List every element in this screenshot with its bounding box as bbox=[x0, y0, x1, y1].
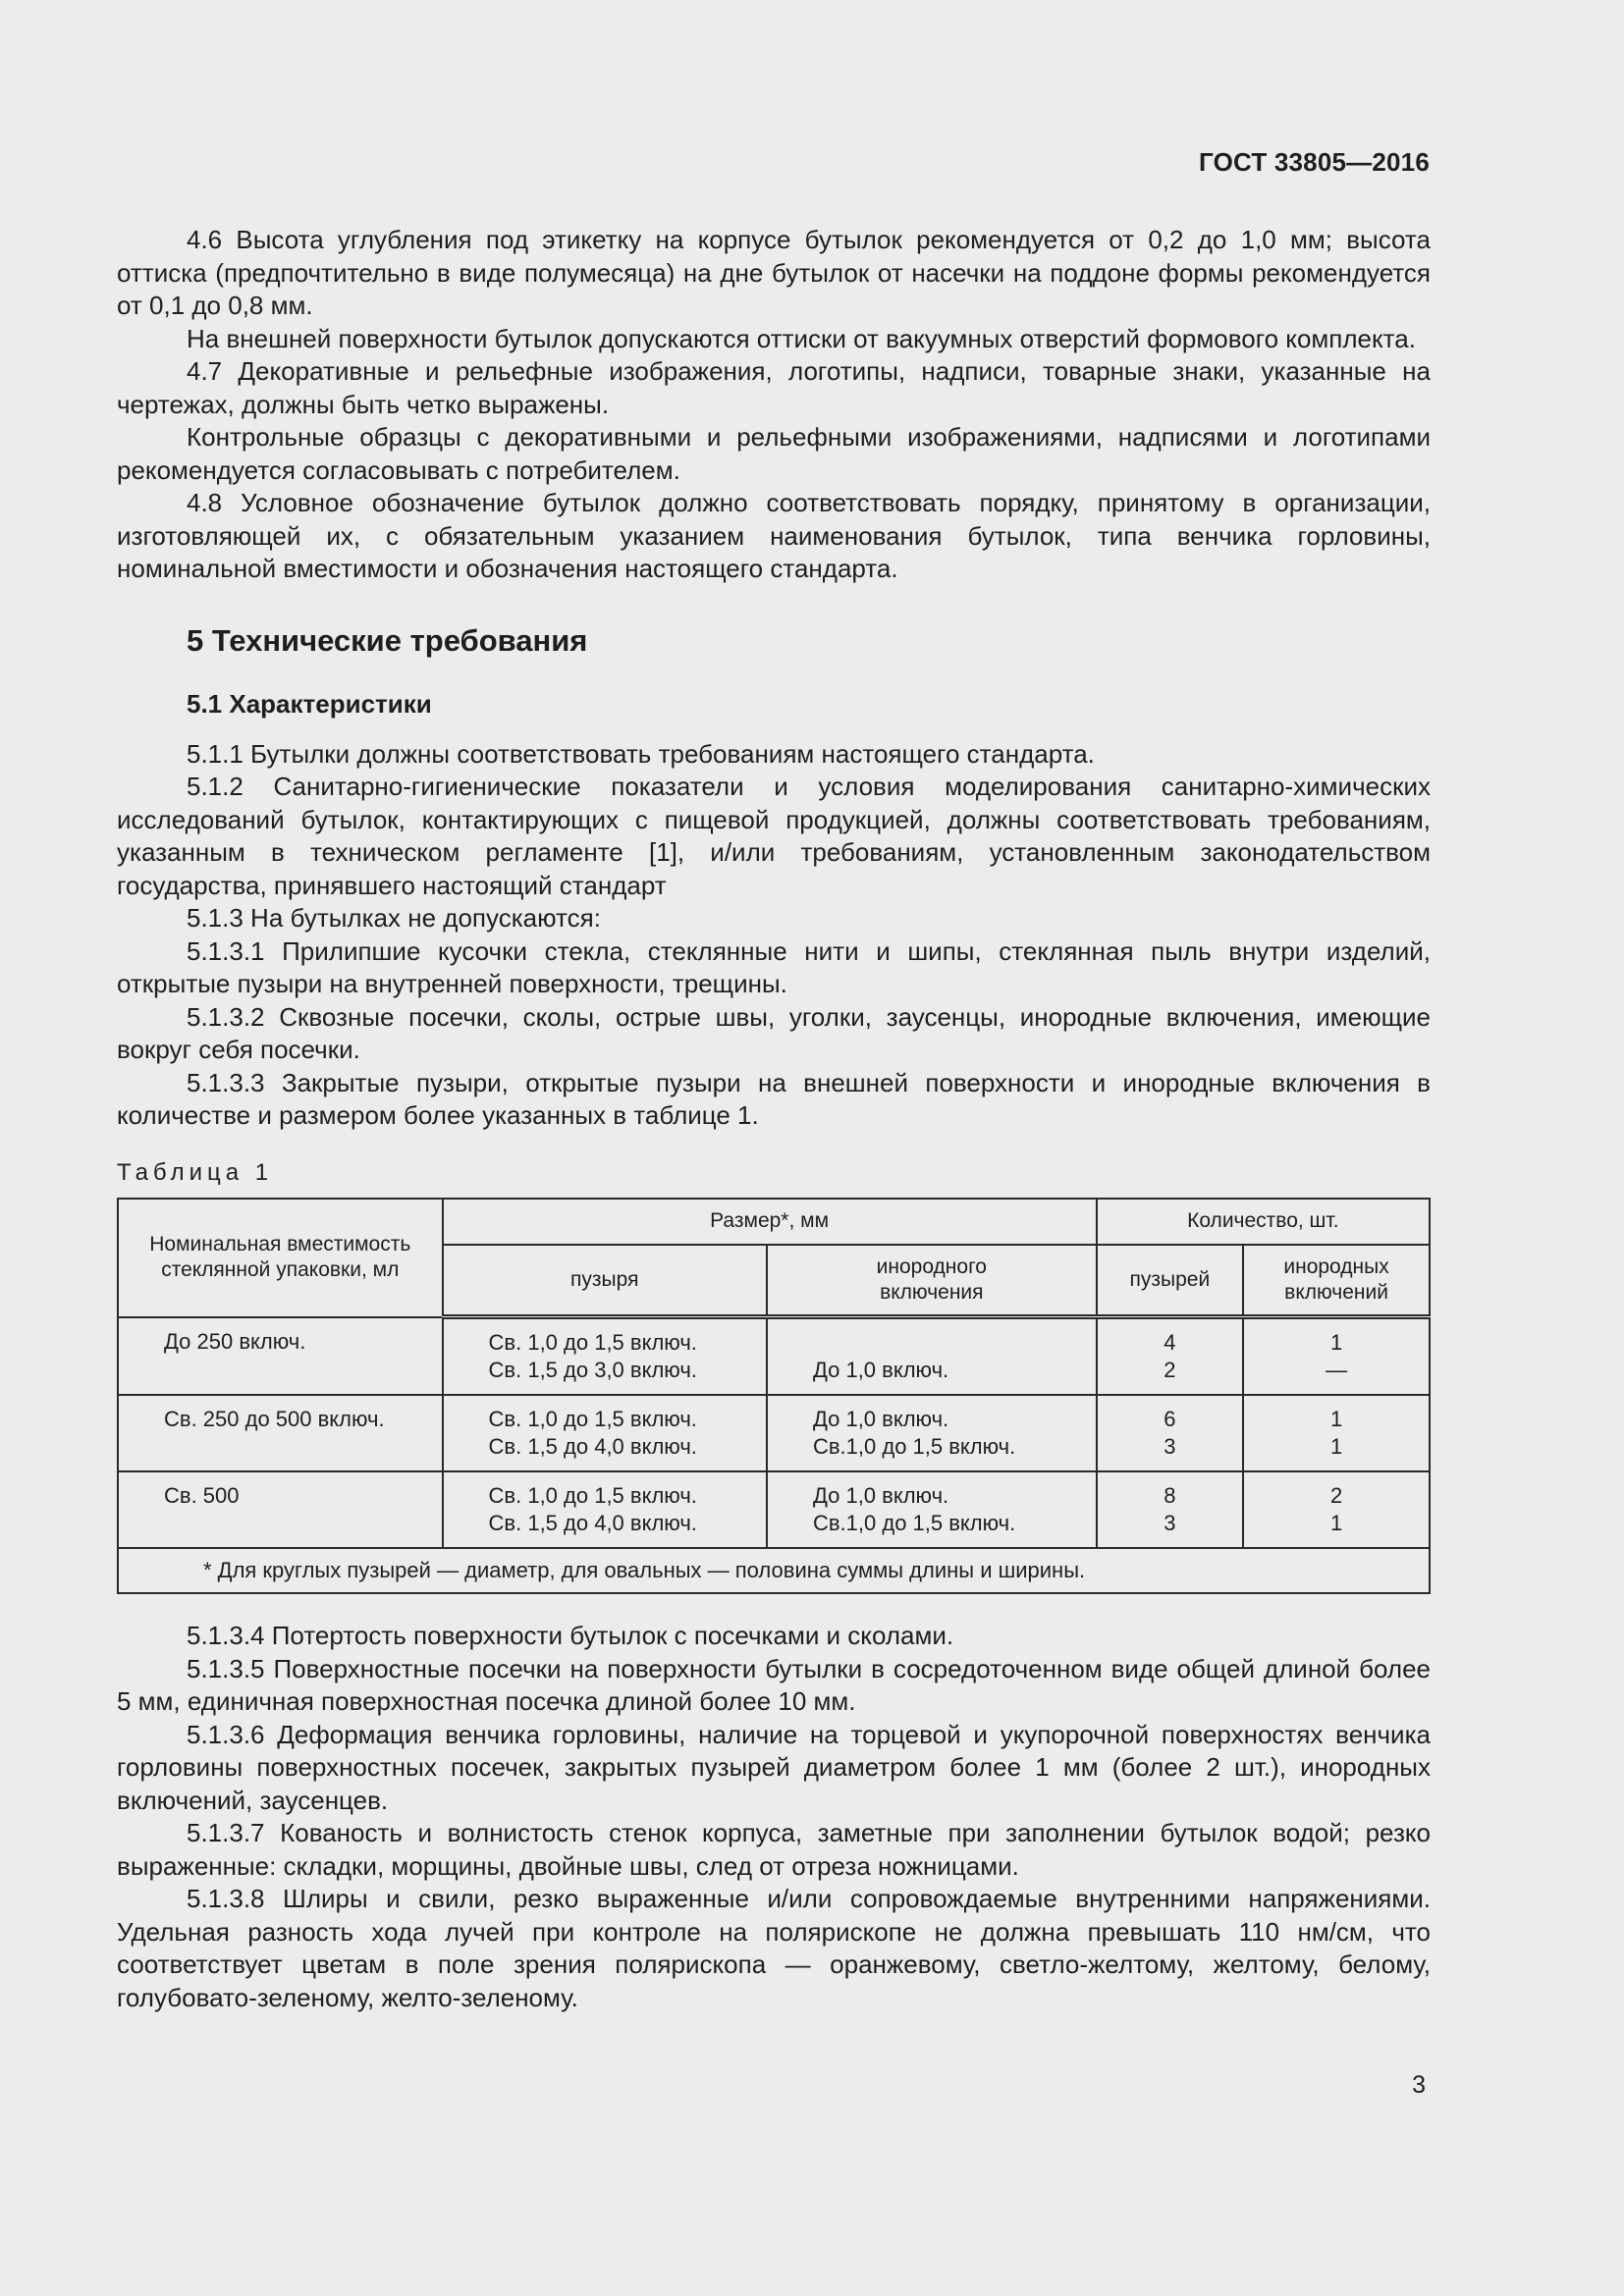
paragraph-5-1-3-3: 5.1.3.3 Закрытые пузыри, открытые пузыри на внешней поверхности и инородные включения в количестве и размером более указанных в таблице 1. bbox=[117, 1067, 1431, 1130]
table-1 bbox=[117, 1198, 1431, 1595]
cell-qty-inclusions: 1 1 bbox=[1243, 1395, 1430, 1471]
header-qty-group: Количество, шт. bbox=[1097, 1199, 1430, 1245]
paragraph-4-6: 4.6 Высота углубления под этикетку на корпусе бутылок рекомендуется от 0,2 до 1,0 мм; высота оттиска (предпочтительно в виде полумесяца) на дне бутылок от насечки на поддоне формы рекомендуется от 0,1 до 0,8 мм. bbox=[117, 225, 1431, 320]
table-footnote: * Для круглых пузырей — диаметр, для овальных — половина суммы длины и ширины. bbox=[118, 1548, 1430, 1593]
cell-bubble-size: Св. 1,0 до 1,5 включ. Св. 1,5 до 4,0 включ. bbox=[443, 1471, 767, 1548]
cell-capacity: До 250 включ. bbox=[118, 1317, 443, 1396]
paragraph-4-7: 4.7 Декоративные и рельефные изображения, логотипы, надписи, товарные знаки, указанные на чертежах, должны быть четко выражены. bbox=[117, 356, 1431, 419]
cell-inclusion-size: До 1,0 включ. Св.1,0 до 1,5 включ. bbox=[767, 1395, 1097, 1471]
cell-inclusion-size: До 1,0 включ. bbox=[767, 1317, 1097, 1396]
table-row bbox=[118, 1471, 1430, 1548]
header-qty-bubbles: пузырей bbox=[1097, 1245, 1243, 1317]
page-number: 3 bbox=[1412, 2071, 1426, 2099]
paragraph-5-1-3-6: 5.1.3.6 Деформация венчика горловины, наличие на торцевой и укупорочной поверхностях венчика горловины поверхностных посечек, закрытых пузырей диаметром более 1 мм (более 2 шт.), инородных включений, заусенцев. bbox=[117, 1719, 1431, 1815]
section-5-title: 5 Технические требования bbox=[187, 622, 588, 658]
paragraph-4-6-cont: На внешней поверхности бутылок допускаются оттиски от вакуумных отверстий формового комплекта. bbox=[187, 323, 1416, 353]
cell-qty-bubbles: 8 3 bbox=[1097, 1471, 1243, 1548]
cell-qty-inclusions: 1 — bbox=[1243, 1317, 1430, 1396]
cell-qty-bubbles: 6 3 bbox=[1097, 1395, 1243, 1471]
cell-qty-inclusions: 2 1 bbox=[1243, 1471, 1430, 1548]
table-row bbox=[118, 1317, 1430, 1396]
page-content bbox=[117, 224, 1431, 2014]
header-qty-inclusions: инородных включений bbox=[1243, 1245, 1430, 1317]
paragraph-5-1-3-4: 5.1.3.4 Потертость поверхности бутылок с посечками и сколами. bbox=[187, 1621, 954, 1650]
paragraph-5-1-1: 5.1.1 Бутылки должны соответствовать требованиям настоящего стандарта. bbox=[187, 738, 1095, 769]
cell-capacity: Св. 500 bbox=[118, 1471, 443, 1548]
section-5-1-subtitle: 5.1 Характеристики bbox=[187, 688, 432, 719]
header-capacity: Номинальная вместимость стеклянной упаковки, мл bbox=[118, 1199, 443, 1317]
paragraph-5-1-3-1: 5.1.3.1 Прилипшие кусочки стекла, стеклянные нити и шипы, стеклянная пыль внутри изделий, открытые пузыри на внутренней поверхности, трещины. bbox=[117, 935, 1431, 998]
cell-inclusion-size: До 1,0 включ. Св.1,0 до 1,5 включ. bbox=[767, 1471, 1097, 1548]
header-size-bubble: пузыря bbox=[443, 1245, 767, 1317]
paragraph-4-7-cont: Контрольные образцы с декоративными и рельефными изображениями, надписями и логотипами рекомендуется согласовывать с потребителем. bbox=[117, 422, 1431, 485]
paragraph-5-1-3-8: 5.1.3.8 Шлиры и свили, резко выраженные и/или сопровождаемые внутренними напряжениями. Удельная разность хода лучей при контроле на полярископе не должна превышать 110 нм/см, что соответствует цветам в поле зрения полярископа — оранжевому, светло-желтому, желтому, белому, голубовато-зеленому, желто-зеленому. bbox=[117, 1884, 1431, 2012]
paragraph-5-1-3-2: 5.1.3.2 Сквозные посечки, сколы, острые швы, уголки, заусенцы, инородные включения, имеющие вокруг себя посечки. bbox=[117, 1001, 1431, 1064]
cell-bubble-size: Св. 1,0 до 1,5 включ. Св. 1,5 до 4,0 включ. bbox=[443, 1395, 767, 1471]
cell-bubble-size: Св. 1,0 до 1,5 включ. Св. 1,5 до 3,0 включ. bbox=[443, 1317, 767, 1396]
cell-qty-bubbles: 4 2 bbox=[1097, 1317, 1243, 1396]
document-header: ГОСТ 33805—2016 bbox=[1199, 147, 1430, 177]
cell-capacity: Св. 250 до 500 включ. bbox=[118, 1395, 443, 1471]
header-size-inclusion: инородного включения bbox=[767, 1245, 1097, 1317]
paragraph-4-8: 4.8 Условное обозначение бутылок должно соответствовать порядку, принятому в организации, изготовляющей их, с обязательным указанием наименования бутылок, типа венчика горловины, номинальной вместимости и обозначения настоящего стандарта. bbox=[117, 488, 1431, 583]
table-row bbox=[118, 1395, 1430, 1471]
paragraph-5-1-3-7: 5.1.3.7 Кованость и волнистость стенок корпуса, заметные при заполнении бутылок водой; резко выраженные: складки, морщины, двойные швы, след от отреза ножницами. bbox=[117, 1818, 1431, 1881]
paragraph-5-1-2: 5.1.2 Санитарно-гигиенические показатели и условия моделирования санитарно-химических исследований бутылок, контактирующих с пищевой продукцией, должны соответствовать требованиям, указанным в техническом регламенте [1], и/или требованиям, установленным законодательством государства, принявшего настоящий стандарт bbox=[117, 772, 1431, 900]
header-size-group: Размер*, мм bbox=[443, 1199, 1097, 1245]
paragraph-5-1-3-5: 5.1.3.5 Поверхностные посечки на поверхности бутылки в сосредоточенном виде общей длиной более 5 мм, единичная поверхностная посечка длиной более 10 мм. bbox=[117, 1653, 1431, 1716]
table-caption: Таблица 1 bbox=[117, 1158, 274, 1186]
paragraph-5-1-3: 5.1.3 На бутылках не допускаются: bbox=[187, 903, 601, 933]
